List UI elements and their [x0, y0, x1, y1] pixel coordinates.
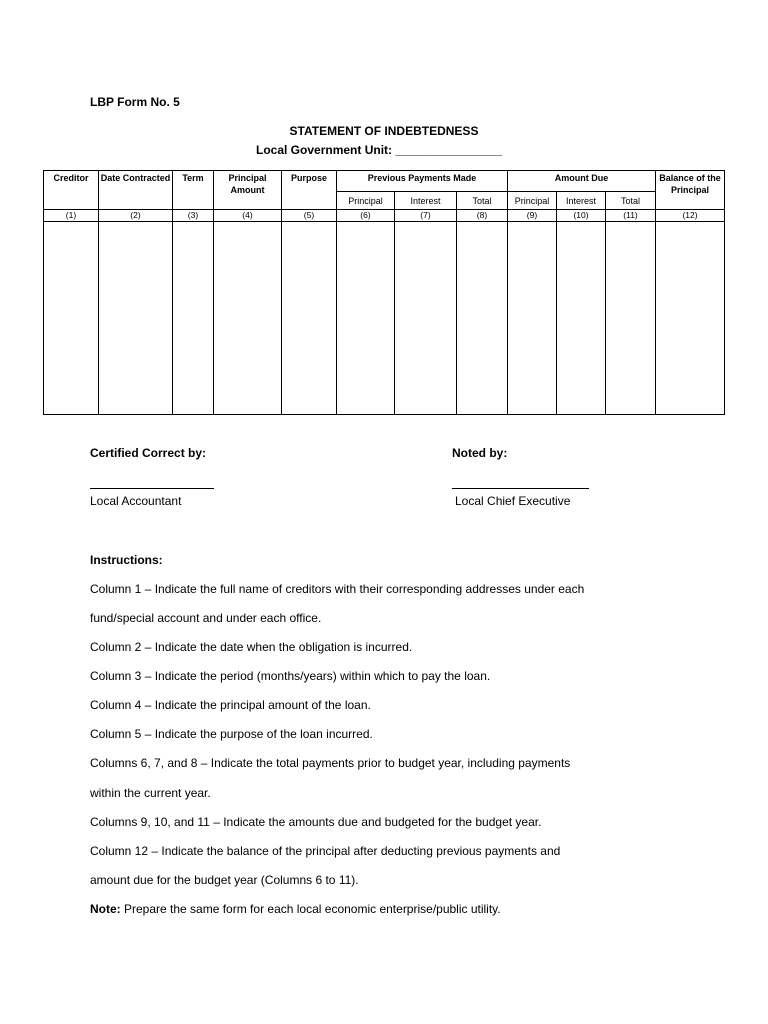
- table-cell: [656, 222, 725, 415]
- instruction-line: fund/special account and under each office.: [90, 611, 322, 625]
- instruction-line: Column 1 – Indicate the full name of creditors with their corresponding addresses under each: [90, 582, 585, 596]
- column-number: (10): [557, 210, 606, 222]
- instruction-line: Column 12 – Indicate the balance of the principal after deducting previous payments and: [90, 844, 561, 858]
- col-header-amount-due: Amount Due: [508, 171, 656, 192]
- instruction-line: Column 2 – Indicate the date when the obligation is incurred.: [90, 640, 413, 654]
- column-number: (3): [173, 210, 214, 222]
- table-cell: [395, 222, 457, 415]
- noted-by-label: Noted by:: [452, 446, 508, 460]
- instruction-line: Column 5 – Indicate the purpose of the loan incurred.: [90, 727, 373, 741]
- table-cell: [557, 222, 606, 415]
- subheader-prev-interest: Interest: [395, 192, 457, 210]
- certified-correct-label: Certified Correct by:: [90, 446, 207, 460]
- column-number: (8): [457, 210, 508, 222]
- table-header-row: [44, 171, 725, 192]
- subheader-due-principal: Principal: [508, 192, 557, 210]
- column-number: (12): [656, 210, 725, 222]
- instruction-line: Columns 9, 10, and 11 – Indicate the amounts due and budgeted for the budget year.: [90, 815, 542, 829]
- instruction-line: Column 3 – Indicate the period (months/years) within which to pay the loan.: [90, 669, 491, 683]
- column-number: (4): [214, 210, 282, 222]
- table-body-row: [44, 222, 725, 415]
- column-number: (7): [395, 210, 457, 222]
- local-accountant-label: Local Accountant: [90, 494, 182, 508]
- instructions-heading: Instructions:: [90, 553, 163, 567]
- col-header-date-contracted: Date Contracted: [99, 171, 173, 210]
- instruction-line: amount due for the budget year (Columns 6 to 11).: [90, 873, 359, 887]
- local-chief-executive-label: Local Chief Executive: [455, 494, 571, 508]
- column-number: (5): [282, 210, 337, 222]
- table-cell: [606, 222, 656, 415]
- note-label: Note:: [90, 902, 121, 916]
- table-cell: [99, 222, 173, 415]
- column-number: (11): [606, 210, 656, 222]
- table-cell: [282, 222, 337, 415]
- note-text: Prepare the same form for each local economic enterprise/public utility.: [120, 902, 501, 916]
- col-header-previous-payments: Previous Payments Made: [337, 171, 508, 192]
- column-number-row: [44, 210, 725, 222]
- column-number: (9): [508, 210, 557, 222]
- col-header-creditor: Creditor: [44, 171, 99, 210]
- column-number: (2): [99, 210, 173, 222]
- subheader-prev-total: Total: [457, 192, 508, 210]
- table-cell: [457, 222, 508, 415]
- col-header-term: Term: [173, 171, 214, 210]
- subheader-prev-principal: Principal: [337, 192, 395, 210]
- executive-signature-line: [452, 488, 589, 489]
- instruction-line: Columns 6, 7, and 8 – Indicate the total payments prior to budget year, including payments: [90, 756, 571, 770]
- col-header-balance: Balance of the Principal: [656, 171, 725, 210]
- instruction-line: within the current year.: [90, 786, 211, 800]
- col-header-principal-amount: Principal Amount: [214, 171, 282, 210]
- lgu-field-label: Local Government Unit: ________________: [256, 143, 503, 157]
- subheader-due-total: Total: [606, 192, 656, 210]
- column-number: (1): [44, 210, 99, 222]
- page-title: STATEMENT OF INDEBTEDNESS: [289, 124, 479, 138]
- table-cell: [337, 222, 395, 415]
- instruction-line: Column 4 – Indicate the principal amount of the loan.: [90, 698, 371, 712]
- col-header-purpose: Purpose: [282, 171, 337, 210]
- indebtedness-table: [43, 170, 725, 415]
- column-number: (6): [337, 210, 395, 222]
- table-cell: [44, 222, 99, 415]
- subheader-due-interest: Interest: [557, 192, 606, 210]
- form-number: LBP Form No. 5: [90, 95, 180, 109]
- accountant-signature-line: [90, 488, 214, 489]
- table-cell: [173, 222, 214, 415]
- note-line: [90, 902, 501, 916]
- table-cell: [214, 222, 282, 415]
- table-cell: [508, 222, 557, 415]
